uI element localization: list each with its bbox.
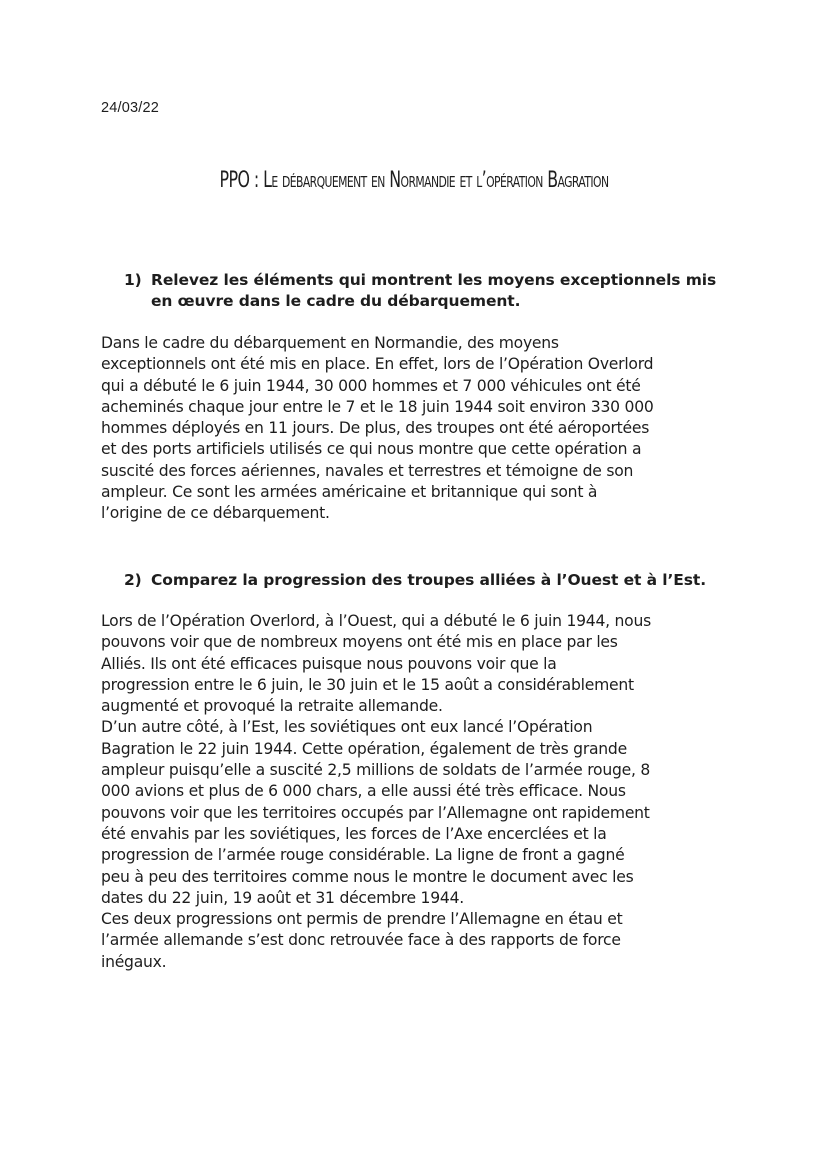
answer-2-line: D’un autre côté, à l’Est, les soviétiques ont eux lancé l’Opération xyxy=(101,718,593,737)
answer-2-line: inégaux. xyxy=(101,952,167,971)
answer-2-line: Ces deux progressions ont permis de prendre l’Allemagne en étau et xyxy=(101,910,623,929)
answer-1-line: qui a débuté le 6 juin 1944, 30 000 hommes et 7 000 véhicules ont été xyxy=(101,376,641,395)
answer-1 xyxy=(101,333,741,525)
answer-2-line: pouvons voir que de nombreux moyens ont été mis en place par les xyxy=(101,633,618,652)
answer-2-line: Alliés. Ils ont été efficaces puisque nous pouvons voir que la xyxy=(101,654,557,673)
answer-1-line: acheminés chaque jour entre le 7 et le 18 juin 1944 soit environ 330 000 xyxy=(101,397,654,416)
document-date: 24/03/22 xyxy=(101,100,160,116)
answer-1-line: l’origine de ce débarquement. xyxy=(101,504,330,523)
answer-2-line: progression de l’armée rouge considérable. La ligne de front a gagné xyxy=(101,846,625,865)
answer-2-line: pouvons voir que les territoires occupés par l’Allemagne ont rapidement xyxy=(101,803,650,822)
question-2-number: 2) xyxy=(124,571,142,589)
answer-2-line: 000 avions et plus de 6 000 chars, a elle aussi été très efficace. Nous xyxy=(101,782,626,801)
answer-2-line: ampleur puisqu’elle a suscité 2,5 millions de soldats de l’armée rouge, 8 xyxy=(101,761,651,780)
question-2-line: Comparez la progression des troupes alliées à l’Ouest et à l’Est. xyxy=(151,571,706,589)
answer-2-line: Lors de l’Opération Overlord, à l’Ouest, qui a débuté le 6 juin 1944, nous xyxy=(101,612,651,630)
question-1-line: Relevez les éléments qui montrent les moyens exceptionnels mis xyxy=(151,271,717,289)
answer-2-line: peu à peu des territoires comme nous le montre le document avec les xyxy=(101,867,634,886)
answer-1-line: ampleur. Ce sont les armées américaine et britannique qui sont à xyxy=(101,483,598,502)
answer-2-line: l’armée allemande s’est donc retrouvée face à des rapports de force xyxy=(101,931,621,950)
question-1-text xyxy=(151,270,724,312)
question-2-text xyxy=(151,570,724,591)
question-2 xyxy=(124,570,724,591)
answer-1-line: Dans le cadre du débarquement en Normandie, des moyens xyxy=(101,334,559,352)
answer-2-line: été envahis par les soviétiques, les forces de l’Axe encerclées et la xyxy=(101,824,607,843)
answer-2 xyxy=(101,611,741,973)
answer-2-line: Bagration le 22 juin 1944. Cette opération, également de très grande xyxy=(101,739,627,758)
answer-1-line: et des ports artificiels utilisés ce qui nous montre que cette opération a xyxy=(101,440,642,459)
question-1 xyxy=(124,270,724,312)
answer-1-line: exceptionnels ont été mis en place. En effet, lors de l’Opération Overlord xyxy=(101,355,654,374)
answer-2-line: augmenté et provoqué la retraite allemande. xyxy=(101,697,443,716)
answer-1-line: suscité des forces aériennes, navales et terrestres et témoigne de son xyxy=(101,461,634,480)
document-title: PPO : Le débarquement en Normandie et l’opération Bagration xyxy=(219,168,609,193)
answer-2-line: dates du 22 juin, 19 août et 31 décembre 1944. xyxy=(101,888,464,907)
question-1-line: en œuvre dans le cadre du débarquement. xyxy=(151,292,521,310)
answer-1-line: hommes déployés en 11 jours. De plus, des troupes ont été aéroportées xyxy=(101,419,650,438)
answer-2-line: progression entre le 6 juin, le 30 juin et le 15 août a considérablement xyxy=(101,675,634,694)
question-1-number: 1) xyxy=(124,271,142,289)
